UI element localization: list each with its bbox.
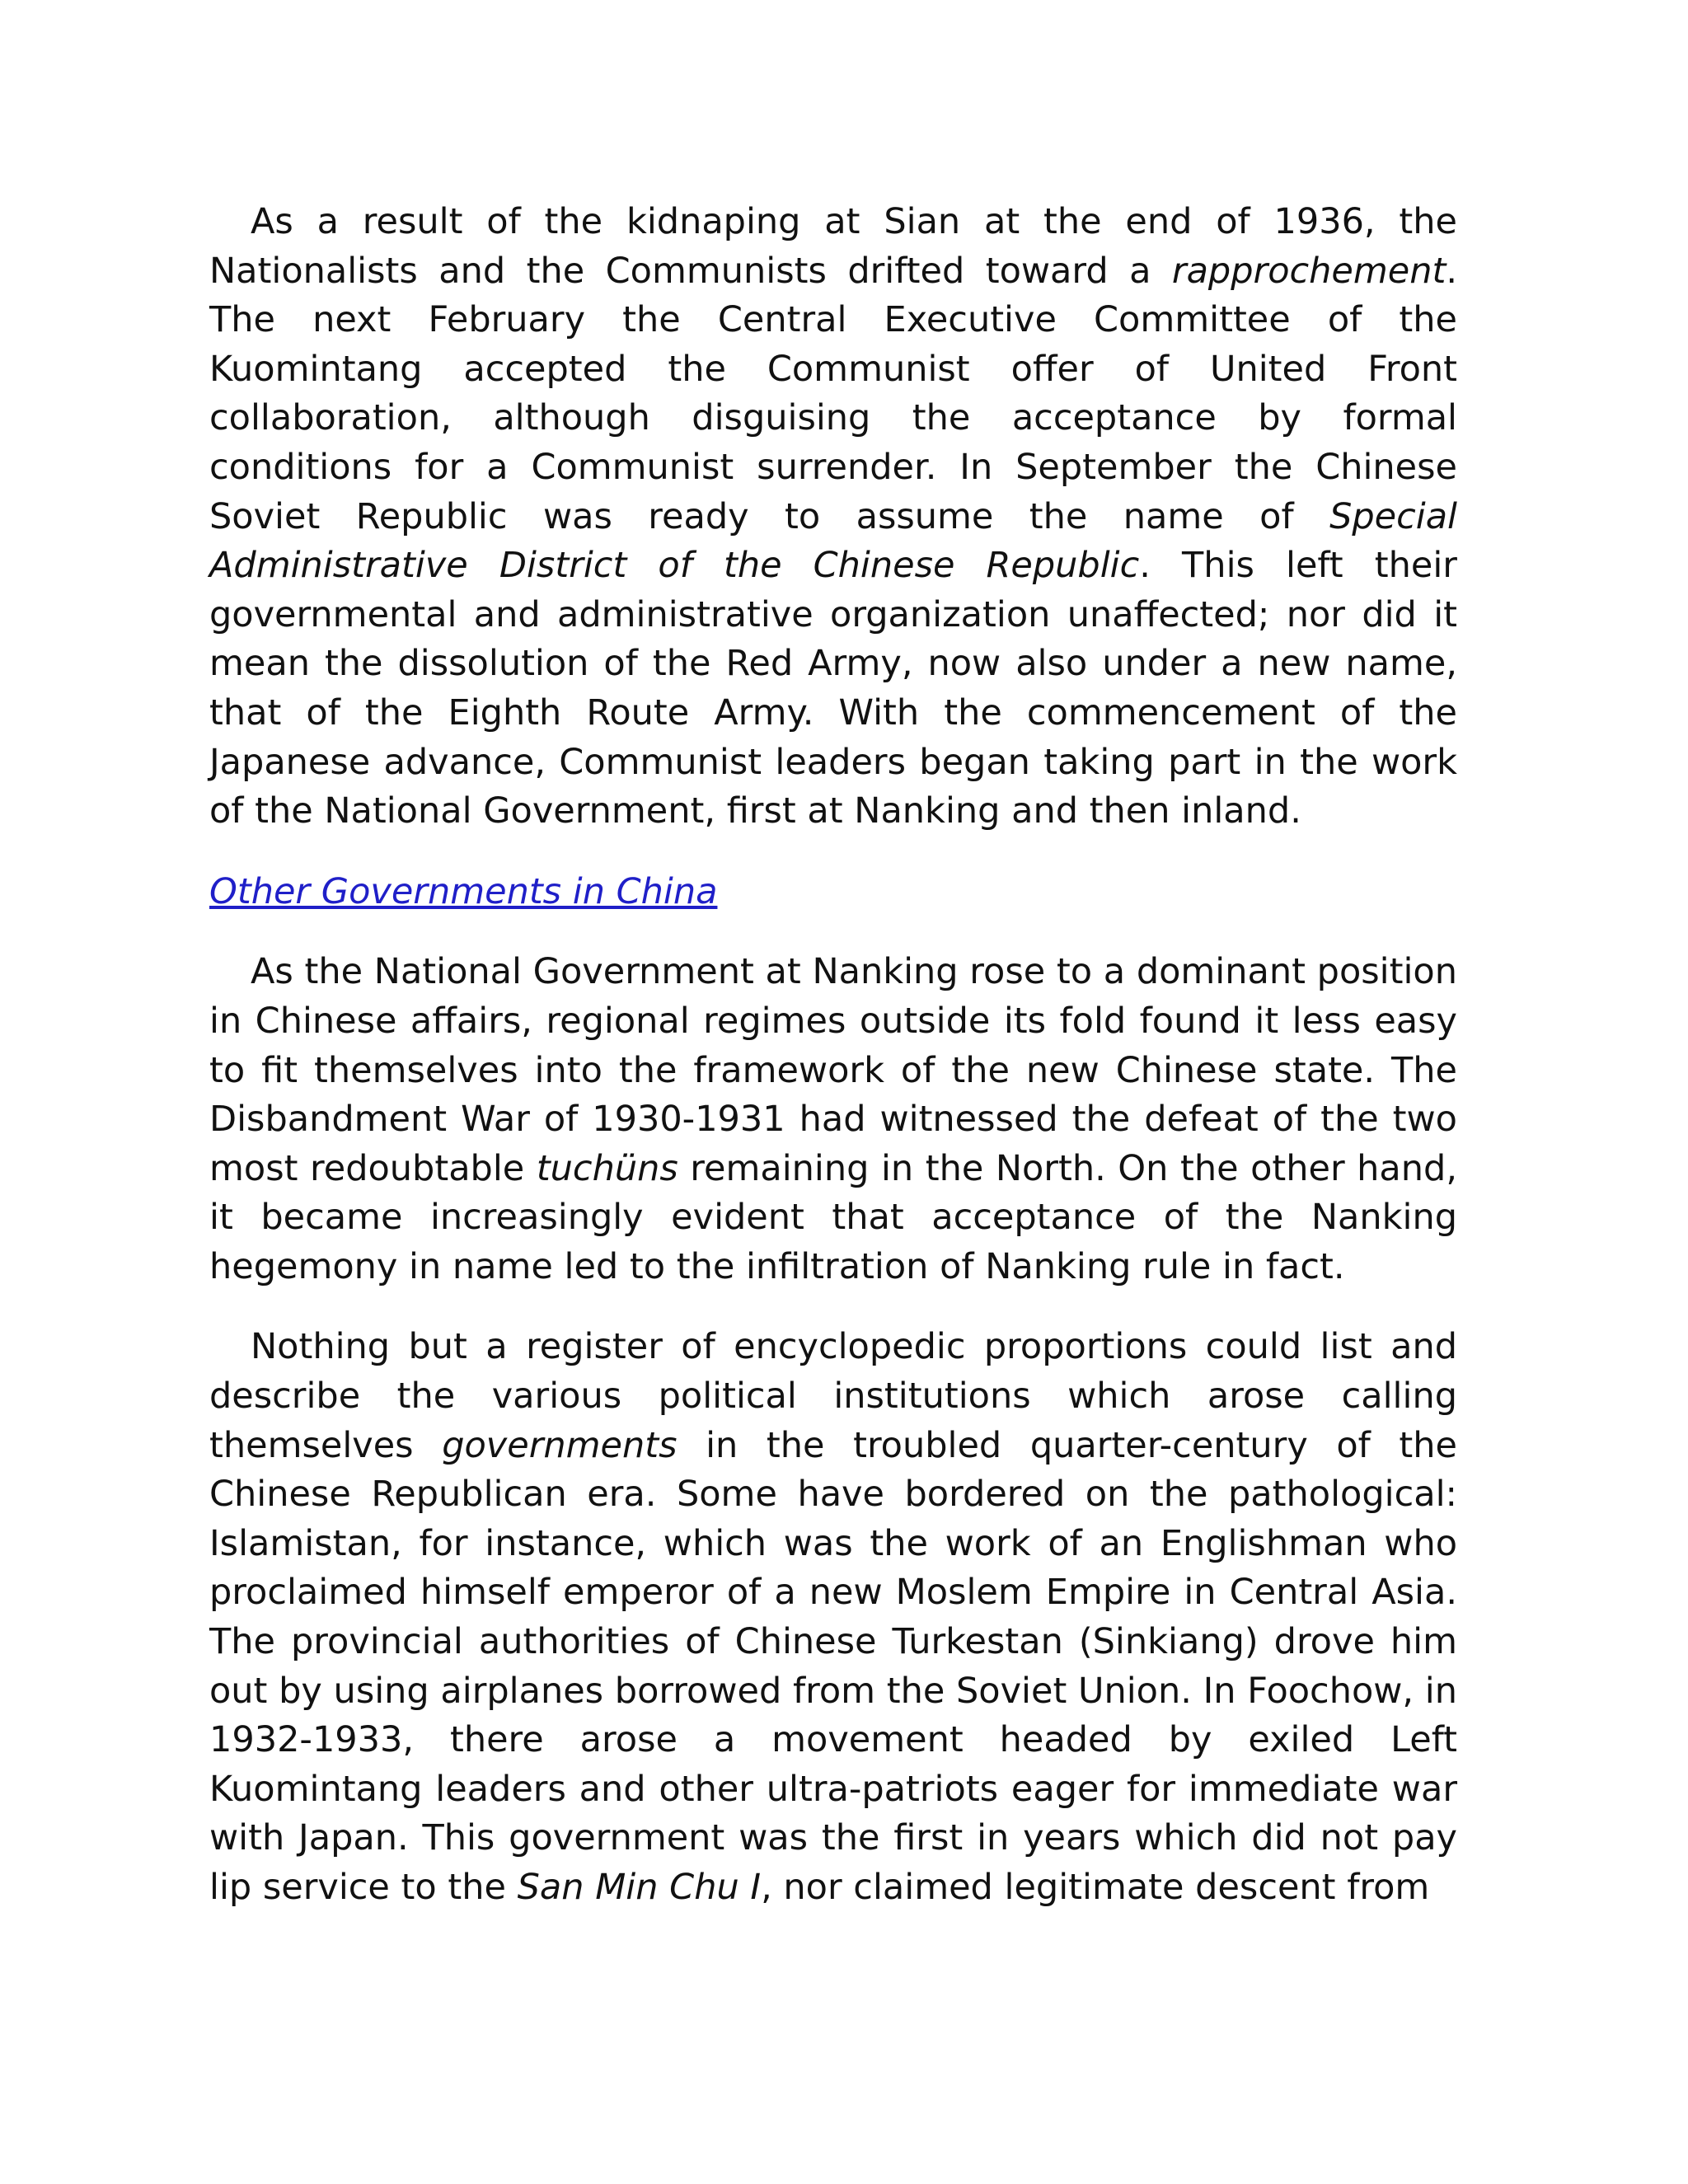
text-segment: , nor claimed legitimate descent from: [761, 1867, 1430, 1908]
text-segment: As a result of the kidnaping at Sian at the end of 1936, the Nationalists and the Communists drifted toward a: [209, 201, 1457, 292]
italic-term: tuchüns: [536, 1147, 678, 1189]
italic-term: governments: [442, 1424, 678, 1466]
text-segment: As the National Government at Nanking rose to a dominant position in Chinese affairs, regional regimes outside its fold found it less easy to fit themselves into the framework of the new Chinese state. The Disbandment War of 1930-1931 had witnessed the defeat of the two most redoubtable: [209, 951, 1457, 1189]
italic-term: Special Administrative District of the Chinese Republic: [209, 495, 1457, 587]
document-page: [209, 198, 1457, 1913]
text-segment: . This left their governmental and administrative organization unaffected; nor did it mean the dissolution of the Red Army, now also under a new name, that of the Eighth Route Army. With the commencement of the Japanese advance, Communist leaders began taking part in the work of the National Government, first at Nanking and then inland.: [209, 545, 1457, 832]
text-segment: Nothing but a register of encyclopedic proportions could list and describe the various political institutions which arose calling themselves: [209, 1326, 1457, 1466]
italic-term: San Min Chu I: [517, 1867, 762, 1908]
text-segment: in the troubled quarter-century of the Chinese Republican era. Some have bordered on the pathological: Islamistan, for instance, which was the work of an Englishman who proclaimed himself emperor of a new Moslem Empire in Central Asia. The provincial authorities of Chinese Turkestan (Sinkiang) drove him out by using airplanes borrowed from the Soviet Union. In Foochow, in 1932-1933, there arose a movement headed by exiled Left Kuomintang leaders and other ultra-patriots eager for immediate war with Japan. This government was the first in years which did not pay lip service to the: [209, 1424, 1457, 1908]
paragraph-rapprochement: [209, 198, 1457, 837]
section-heading-link[interactable]: Other Governments in China: [209, 870, 718, 912]
paragraph-regional-regimes: [209, 948, 1457, 1291]
text-segment: . The next February the Central Executive Committee of the Kuomintang accepted the Communist offer of United Front collaboration, although disguising the acceptance by formal conditions for a Communist surrender. In September the Chinese Soviet Republic was ready to assume the name of: [209, 250, 1457, 537]
paragraph-other-governments: [209, 1323, 1457, 1912]
text-segment: remaining in the North. On the other hand, it became increasingly evident that acceptance of the Nanking hegemony in name led to the infiltration of Nanking rule in fact.: [209, 1147, 1457, 1287]
italic-term: rapprochement: [1171, 250, 1447, 292]
